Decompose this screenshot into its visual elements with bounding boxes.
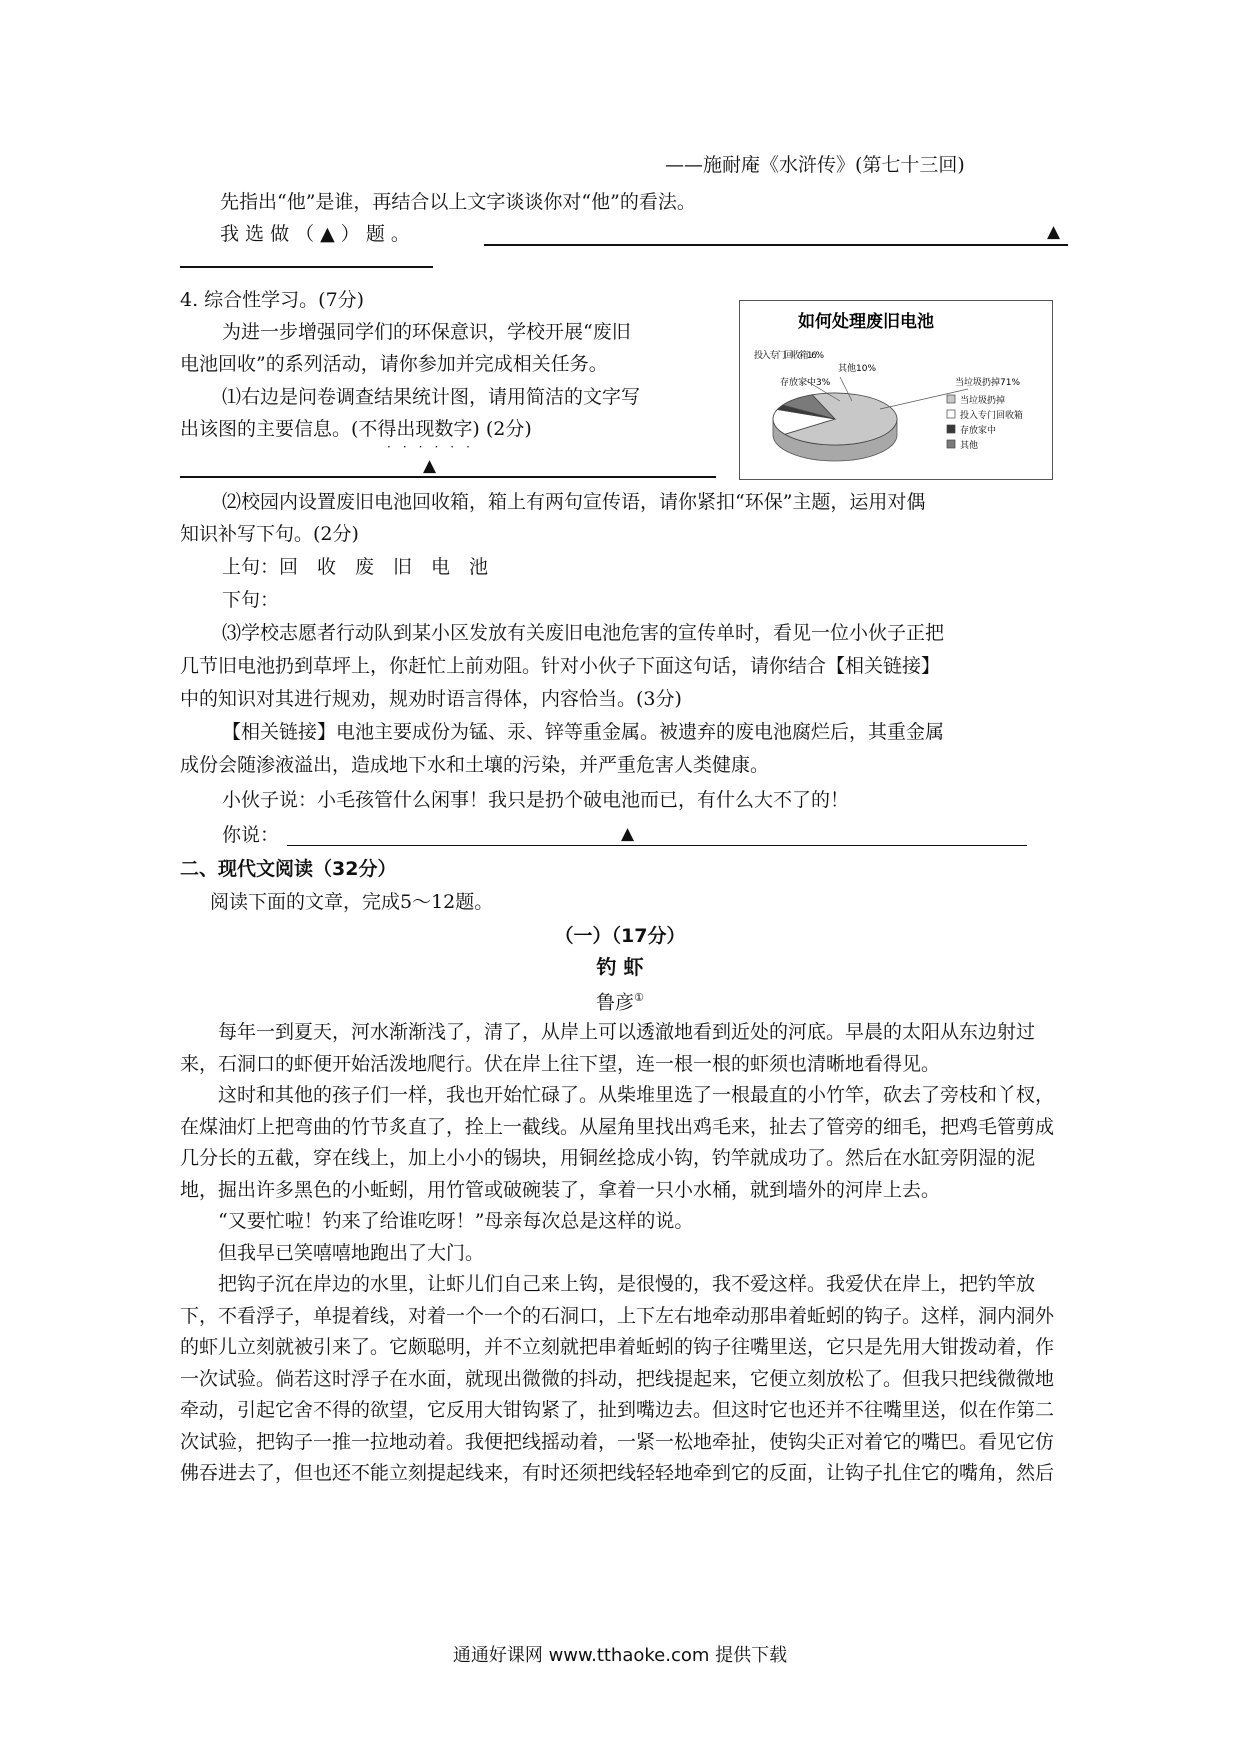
pie-chart-svg (740, 301, 1052, 479)
question-prompt: 先指出“他”是谁，再结合以上文字谈谈你对“他”的看法。 (220, 191, 696, 213)
q4-sub1-line1: ⑴右边是问卷调查结果统计图，请用简洁的文字写 (222, 386, 641, 408)
article-paragraph: 但我早已笑嘻嘻地跑出了大门。 (218, 1241, 485, 1264)
related-link-line2: 成份会随渗液溢出，造成地下水和土壤的污染，并严重危害人类健康。 (180, 754, 770, 776)
q4-sub3-line1: ⑶学校志愿者行动队到某小区发放有关废旧电池危害的宣传单时，看见一位小伙子正把 (222, 622, 945, 644)
q4-intro-line1: 为进一步增强同学们的环保意识，学校开展“废旧 (222, 321, 631, 343)
slice-label: 存放家中3% (780, 378, 831, 388)
pie-chart (739, 300, 1053, 480)
legend-swatch (947, 440, 955, 448)
article-paragraph: 把钩子沉在岸边的水里，让虾儿们自己来上钩，是很慢的，我不爱这样。我爱伏在岸上，把钓竿放下，不看浮子，单提着线，对着一个一个的石洞口，上下左右地牵动那串着蚯蚓的钩子。这样，洞内洞外的虾儿立刻就被引来了。它颇聪明，并不立刻就把串着蚯蚓的钩子往嘴里送，它只是先用大钳拨动着，作一次试验。倘若这时浮子在水面，就现出微微的抖动，把线提起来，它便立刻放松了。但我只把线微微地牵动，引起它舍不得的欲望，它反用大钳钩紧了，扯到嘴边去。但这时它也还并不往嘴里送，似在作第二次试验，把钩子一推一拉地动着。我便把线摇动着，一紧一松地牵扯，使钩尖正对着它的嘴巴。看见它仿佛吞进去了，但也还不能立刻提起线来，有时还须把线轻轻地牵到它的反面，让钩子扎住它的嘴角，然后 (180, 1273, 1055, 1484)
q4-sub1-line2: 出该图的主要信息。(不得出现数字) (2分) (180, 418, 532, 440)
article-paragraph: 每年一到夏天，河水渐渐浅了，清了，从岸上可以透澈地看到近处的河底。早晨的太阳从东边射过来，石洞口的虾便开始活泼地爬行。伏在岸上往下望，连一根一根的虾须也清晰地看得见。 (180, 1021, 1036, 1075)
triangle-mark: ▲ (423, 456, 437, 476)
answer-line[interactable] (180, 476, 716, 478)
legend-swatch (947, 410, 955, 418)
emphasis-dots: · · · · · · (387, 440, 470, 454)
q4-sub3-line2: 几节旧电池扔到草坪上，你赶忙上前劝阻。针对小伙子下面这句话，请你结合【相关链接】 (180, 655, 941, 677)
you-say-label: 你说： (222, 824, 280, 846)
divider (180, 266, 433, 268)
lower-couplet: 下句： (222, 589, 280, 611)
q4-heading: 4. 综合性学习。(7分) (180, 289, 365, 311)
source-citation: ——施耐庵《水浒传》(第七十三回) (665, 154, 965, 176)
triangle-mark: ▲ (621, 824, 635, 844)
article-body (180, 1017, 1072, 1490)
legend-label: 其他 (960, 441, 979, 451)
legend-label: 投入专门回收箱 (960, 411, 1024, 421)
answer-line[interactable] (287, 845, 1027, 846)
q4-sub2-line2: 知识补写下句。(2分) (180, 523, 359, 545)
article-author: 鲁彦 (596, 991, 635, 1014)
q4-intro-line2: 电池回收”的系列活动，请你参加并完成相关任务。 (180, 353, 608, 375)
part-heading: （一）（17分） (554, 925, 686, 947)
footer-text: 通通好课网 www.tthaoke.com 提供下载 (452, 1645, 788, 1666)
slice-label: 当垃圾扔掉71% (955, 378, 1021, 388)
slice-label: 其他10% (838, 364, 877, 374)
chart-title: 如何处理废旧电池 (798, 312, 934, 332)
legend-label: 当垃圾扔掉 (960, 396, 1006, 406)
slice-label: 投入专门回收箱16% (754, 351, 824, 361)
choose-label: 我 选 做 （ ▲ ） 题 。 (220, 223, 410, 245)
article-paragraph: “又要忙啦！钓来了给谁吃呀！”母亲每次总是这样的说。 (218, 1210, 694, 1232)
answer-line[interactable] (484, 244, 1068, 246)
legend-swatch (947, 425, 955, 433)
guy-says: 小伙子说：小毛孩管什么闲事！我只是扔个破电池而已，有什么大不了的！ (222, 789, 850, 811)
article-title: 钓 虾 (596, 955, 644, 979)
section-instruction: 阅读下面的文章，完成5～12题。 (210, 891, 494, 913)
footnote-marker: ① (634, 991, 644, 1004)
legend-swatch (947, 395, 955, 403)
upper-couplet: 上句：回 收 废 旧 电 池 (222, 556, 489, 578)
legend-label: 存放家中 (960, 426, 997, 436)
section-heading: 二、现代文阅读（32分） (180, 858, 397, 880)
triangle-mark: ▲ (1047, 222, 1061, 242)
q4-sub2-line1: ⑵校园内设置废旧电池回收箱，箱上有两句宣传语，请你紧扣“环保”主题，运用对偶 (222, 491, 926, 513)
q4-sub3-line3: 中的知识对其进行规劝，规劝时语言得体，内容恰当。(3分) (180, 688, 682, 710)
article-paragraph: 这时和其他的孩子们一样，我也开始忙碌了。从柴堆里选了一根最直的小竹竿，砍去了旁枝和丫杈，在煤油灯上把弯曲的竹节炙直了，拴上一截线。从屋角里找出鸡毛来，扯去了管旁的细毛，把鸡毛管剪成几分长的五截，穿在线上，加上小小的锡块，用铜丝捻成小钩，钓竿就成功了。然后在水缸旁阴湿的泥地，掘出许多黑色的小蚯蚓，用竹管或破碗装了，拿着一只小水桶，就到墙外的河岸上去。 (180, 1084, 1055, 1201)
related-link-line1: 【相关链接】电池主要成份为锰、汞、锌等重金属。被遗弃的废电池腐烂后，其重金属 (222, 721, 945, 743)
